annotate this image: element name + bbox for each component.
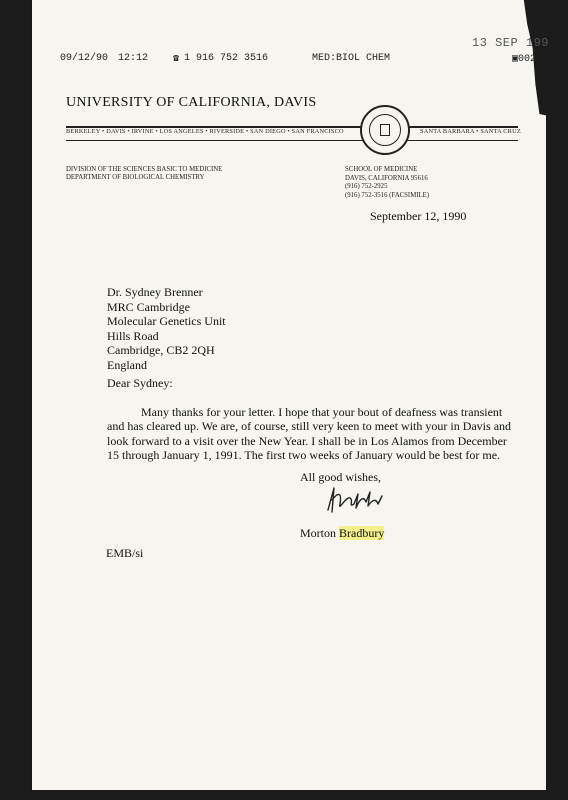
department-name: DEPARTMENT OF BIOLOGICAL CHEMISTRY: [66, 174, 205, 181]
university-name: UNIVERSITY OF CALIFORNIA, DAVIS: [66, 95, 317, 110]
fax-sender: MED:BIOL CHEM: [312, 53, 391, 64]
fax-date: 09/12/90: [60, 53, 109, 64]
signatory-first-name: Morton: [300, 526, 336, 540]
fax-page: ▣002: [512, 54, 537, 65]
recipient-line: Molecular Genetics Unit: [107, 314, 226, 329]
letter-body: [107, 405, 512, 462]
body-line: 15 through January 1, 1991. The first two weeks of January would be best for me.: [107, 447, 501, 462]
recipient-name: Dr. Sydney Brenner: [107, 285, 203, 299]
letter-page: [32, 0, 546, 790]
school-name: SCHOOL OF MEDICINE: [345, 166, 418, 173]
department-block: [66, 166, 222, 182]
recipient-line: England: [107, 357, 147, 372]
salutation: Dear Sydney:: [107, 376, 173, 390]
school-city: DAVIS, CALIFORNIA 95616: [345, 174, 428, 182]
letter-date: September 12, 1990: [370, 209, 467, 223]
division-name: DIVISION OF THE SCIENCES BASIC TO MEDICINE: [66, 166, 223, 173]
school-address-block: [345, 166, 429, 200]
school-phone: (916) 752-2925: [345, 183, 388, 190]
recipient-line: Cambridge, CB2 2QH: [107, 343, 215, 358]
telephone-icon: ☎: [173, 54, 180, 65]
school-fax: (916) 752-3516 (FACSIMILE): [345, 191, 430, 199]
body-line: and has cleared up. We are, of course, still very keen to meet with your in Davis and: [107, 419, 512, 434]
signatory-name: [300, 526, 384, 541]
recipient-address: [107, 285, 226, 373]
recipient-line: Hills Road: [107, 328, 159, 343]
signatory-last-name: Bradbury: [339, 526, 385, 540]
body-line: Many thanks for your letter. I hope that your bout of deafness was transient: [141, 405, 503, 419]
campus-list-right: SANTA BARBARA • SANTA CRUZ: [420, 128, 521, 135]
typist-initials: EMB/si: [106, 546, 144, 560]
closing: All good wishes,: [300, 470, 381, 484]
body-line: look forward to a visit over the New Year. I shall be in Los Alamos from December: [107, 433, 507, 448]
recipient-line: MRC Cambridge: [107, 299, 190, 314]
fax-time: 12:12: [118, 53, 149, 64]
university-seal: [360, 105, 410, 155]
fax-phone: 1 916 752 3516: [184, 53, 269, 64]
received-stamp: 13 SEP 199: [472, 36, 550, 50]
campus-list-left: BERKELEY • DAVIS • IRVINE • LOS ANGELES • RIVERSIDE • SAN DIEGO • SAN FRANCISCO: [66, 128, 344, 135]
handwritten-signature: [320, 482, 390, 518]
